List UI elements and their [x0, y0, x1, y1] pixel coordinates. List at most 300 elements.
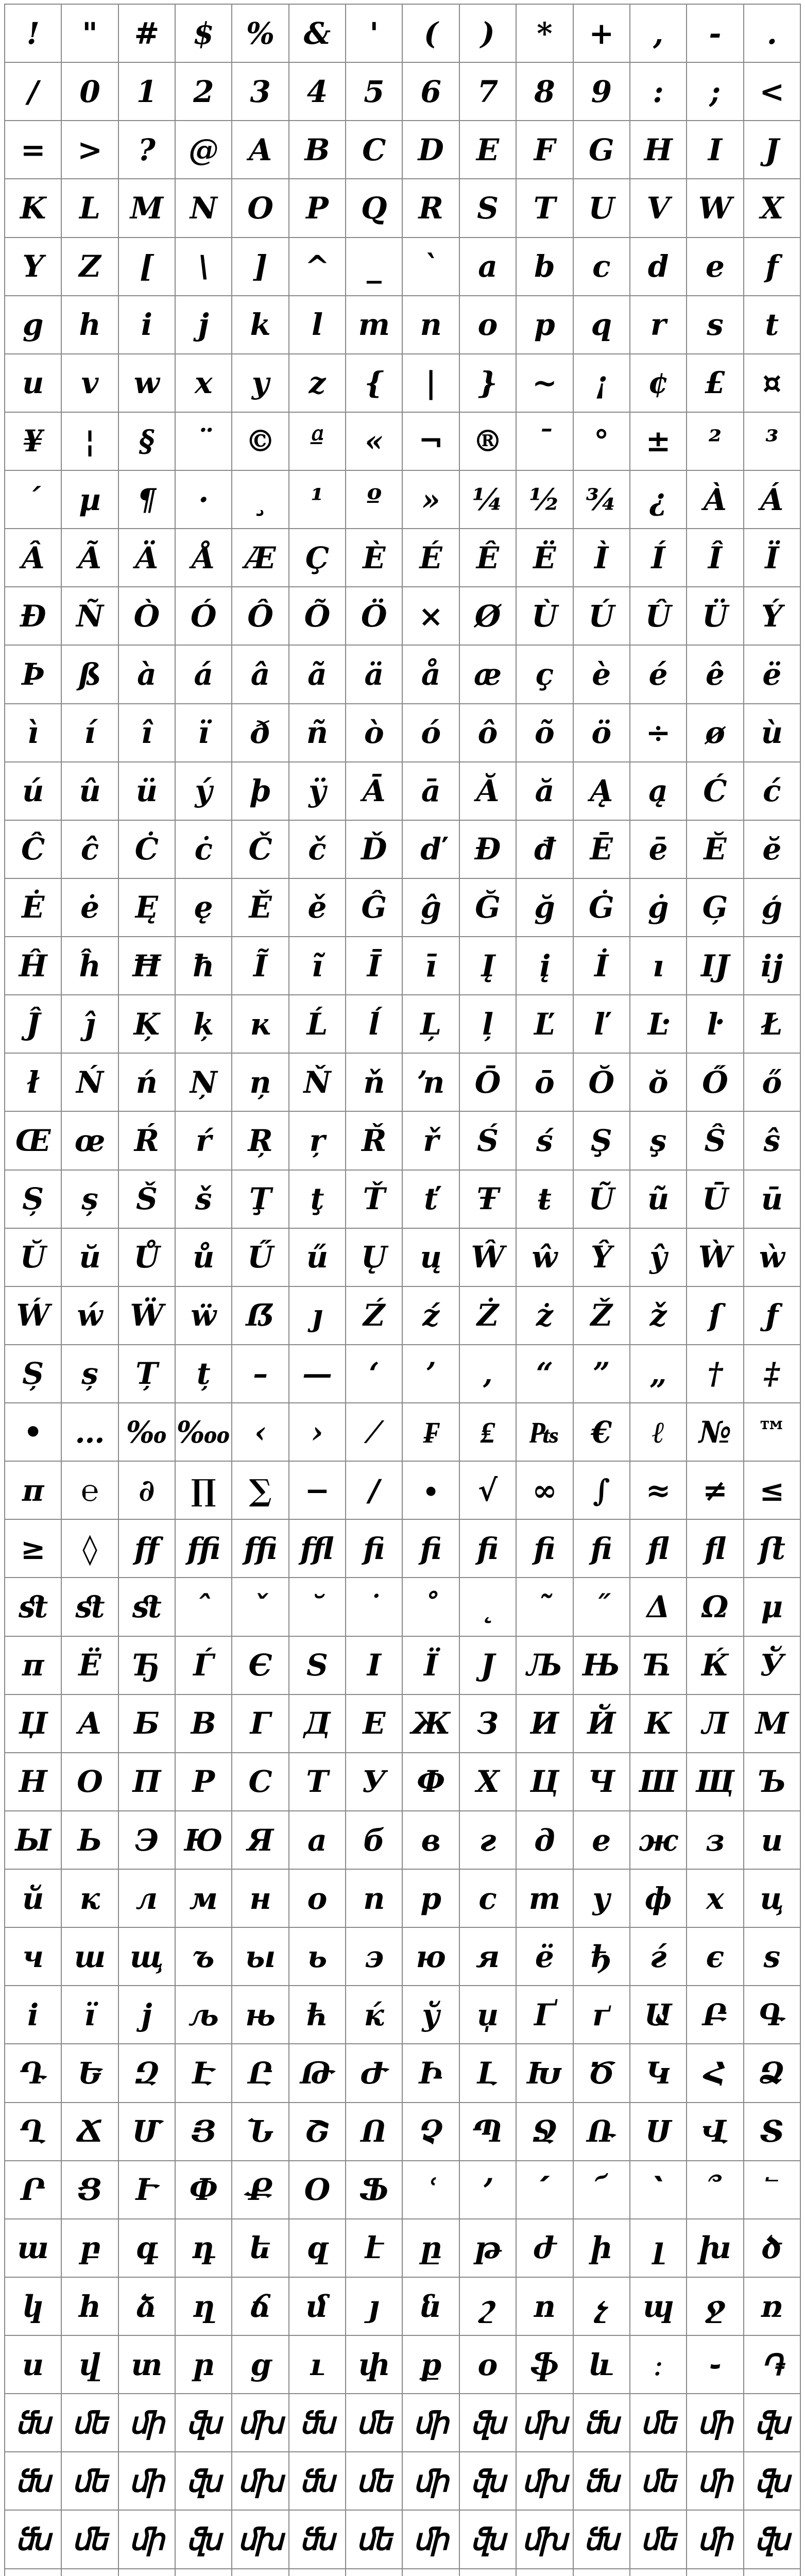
- glyph-cell: ծ: [744, 2219, 801, 2278]
- glyph-cell: μ: [744, 1578, 801, 1636]
- glyph-cell: ў: [403, 1986, 459, 2044]
- glyph-cell: ş: [630, 1112, 687, 1170]
- glyph-cell: R: [403, 179, 459, 238]
- glyph-cell: ª: [289, 413, 346, 471]
- glyph-cell: ÷: [630, 704, 687, 762]
- glyph-cell: k: [232, 296, 289, 354]
- glyph-cell: 9: [574, 63, 630, 121]
- glyph-cell: Փ: [176, 2161, 232, 2219]
- glyph-cell: Š: [119, 1171, 176, 1229]
- glyph-cell: Ŗ: [232, 1112, 289, 1170]
- glyph-cell: ﬕ: [687, 2452, 744, 2511]
- glyph-cell: Ĉ: [5, 821, 62, 879]
- glyph-cell: ﬕ: [119, 2452, 176, 2511]
- glyph-cell: Ž: [574, 1287, 630, 1345]
- glyph-cell: š: [176, 1171, 232, 1229]
- glyph-cell: Ճ: [62, 2103, 118, 2161]
- glyph-cell: ´: [5, 471, 62, 529]
- glyph-cell: Ę: [119, 879, 176, 937]
- glyph-cell: ě: [289, 879, 346, 937]
- glyph-cell: Չ: [403, 2103, 459, 2161]
- glyph-cell: [232, 2569, 289, 2576]
- glyph-cell: Ї: [403, 1637, 459, 1695]
- glyph-cell: M: [119, 179, 176, 238]
- glyph-cell: $: [176, 5, 232, 63]
- glyph-cell: ﬃ: [176, 1520, 232, 1578]
- glyph-cell: x: [176, 354, 232, 413]
- glyph-cell: ë: [744, 646, 801, 704]
- glyph-cell: Ĝ: [346, 879, 403, 937]
- glyph-cell: è: [574, 646, 630, 704]
- glyph-cell: —: [289, 1345, 346, 1403]
- glyph-cell: ×: [403, 587, 459, 646]
- glyph-cell: Ф: [403, 1753, 459, 1811]
- glyph-cell: ķ: [176, 995, 232, 1054]
- glyph-cell: t: [744, 296, 801, 354]
- glyph-cell: ˘: [289, 1578, 346, 1636]
- glyph-cell: û: [62, 762, 118, 821]
- glyph-cell: ‱: [176, 1403, 232, 1462]
- glyph-cell: ձ: [119, 2278, 176, 2336]
- glyph-cell: է: [346, 2219, 403, 2278]
- glyph-cell: º: [346, 471, 403, 529]
- glyph-cell: ™: [744, 1403, 801, 1462]
- glyph-cell: Ů: [119, 1229, 176, 1287]
- glyph-cell: ւ: [289, 2336, 346, 2394]
- glyph-cell: Ч: [574, 1753, 630, 1811]
- glyph-cell: Ģ: [687, 879, 744, 937]
- glyph-cell: n: [403, 296, 459, 354]
- glyph-cell: ¤: [744, 354, 801, 413]
- glyph-cell: և: [574, 2336, 630, 2394]
- glyph-cell: Є: [232, 1637, 289, 1695]
- glyph-cell: ﬖ: [744, 2394, 801, 2452]
- glyph-cell: ſ: [687, 1287, 744, 1345]
- glyph-cell: ĵ: [62, 995, 118, 1054]
- glyph-cell: Ց: [62, 2161, 118, 2219]
- glyph-cell: Õ: [289, 587, 346, 646]
- glyph-cell: €: [574, 1403, 630, 1462]
- glyph-cell: …: [62, 1403, 118, 1462]
- glyph-cell: М: [744, 1695, 801, 1753]
- glyph-cell: ﬓ: [5, 2394, 62, 2452]
- glyph-cell: Ŷ: [574, 1229, 630, 1287]
- glyph-cell: ﬔ: [346, 2452, 403, 2511]
- glyph-cell: ﬃ: [232, 1520, 289, 1578]
- glyph-cell: ż: [517, 1287, 573, 1345]
- glyph-cell: Օ: [289, 2161, 346, 2219]
- glyph-cell: Ќ: [687, 1637, 744, 1695]
- glyph-cell: ;: [687, 63, 744, 121]
- glyph-cell: b: [517, 238, 573, 296]
- glyph-cell: [119, 2569, 176, 2576]
- glyph-cell: ∫: [574, 1462, 630, 1520]
- glyph-cell: Ŧ: [460, 1171, 517, 1229]
- glyph-cell: ): [460, 5, 517, 63]
- glyph-cell: Į: [460, 937, 517, 995]
- glyph-cell: c: [574, 238, 630, 296]
- glyph-cell: ﬔ: [630, 2452, 687, 2511]
- glyph-cell: ◊: [62, 1520, 118, 1578]
- glyph-cell: Џ: [5, 1695, 62, 1753]
- glyph-cell: ё: [517, 1928, 573, 1986]
- glyph-cell: ȷ: [289, 1287, 346, 1345]
- glyph-cell: ń: [119, 1054, 176, 1112]
- glyph-cell: љ: [176, 1986, 232, 2044]
- glyph-cell: ș: [62, 1171, 118, 1229]
- glyph-cell: Ř: [346, 1112, 403, 1170]
- glyph-cell: ': [346, 5, 403, 63]
- glyph-cell: Й: [574, 1695, 630, 1753]
- glyph-cell: ﬂ: [630, 1520, 687, 1578]
- glyph-cell: À: [687, 471, 744, 529]
- glyph-cell: Ր: [5, 2161, 62, 2219]
- glyph-cell: Т: [289, 1753, 346, 1811]
- glyph-cell: ≠: [687, 1462, 744, 1520]
- glyph-cell: K: [5, 179, 62, 238]
- glyph-cell: г: [460, 1811, 517, 1870]
- glyph-cell: Ծ: [574, 2044, 630, 2103]
- glyph-cell: յ: [346, 2278, 403, 2336]
- glyph-cell: ñ: [289, 704, 346, 762]
- glyph-cell: Ѓ: [176, 1637, 232, 1695]
- glyph-cell: ĝ: [403, 879, 459, 937]
- glyph-cell: C: [346, 121, 403, 179]
- glyph-cell: ‹: [232, 1403, 289, 1462]
- glyph-cell: –: [232, 1345, 289, 1403]
- glyph-cell: ĥ: [62, 937, 118, 995]
- glyph-cell: х: [687, 1870, 744, 1928]
- glyph-cell: â: [232, 646, 289, 704]
- glyph-cell: Ŀ: [630, 995, 687, 1054]
- glyph-cell: [289, 2569, 346, 2576]
- glyph-cell: Ż: [460, 1287, 517, 1345]
- glyph-cell: ẅ: [176, 1287, 232, 1345]
- glyph-cell: փ: [346, 2336, 403, 2394]
- glyph-cell: ö: [574, 704, 630, 762]
- glyph-cell: І: [346, 1637, 403, 1695]
- glyph-cell: é: [630, 646, 687, 704]
- glyph-cell: Y: [5, 238, 62, 296]
- glyph-cell: ĕ: [744, 821, 801, 879]
- glyph-cell: “: [517, 1345, 573, 1403]
- glyph-cell: O: [232, 179, 289, 238]
- glyph-cell: É: [403, 529, 459, 587]
- glyph-cell: Ș: [5, 1171, 62, 1229]
- glyph-cell: ֆ: [517, 2336, 573, 2394]
- glyph-cell: ℮: [62, 1462, 118, 1520]
- glyph-cell: հ: [62, 2278, 118, 2336]
- glyph-cell: ẁ: [744, 1229, 801, 1287]
- glyph-cell: ц: [744, 1870, 801, 1928]
- glyph-cell: ա: [5, 2219, 62, 2278]
- glyph-cell: з: [687, 1811, 744, 1870]
- glyph-cell: Э: [119, 1811, 176, 1870]
- glyph-cell: Ղ: [5, 2103, 62, 2161]
- glyph-cell: ¼: [460, 471, 517, 529]
- glyph-cell: ՛: [517, 2161, 573, 2219]
- glyph-cell: T: [517, 179, 573, 238]
- glyph-cell: ﬕ: [403, 2452, 459, 2511]
- glyph-cell: ľ: [574, 995, 630, 1054]
- glyph-cell: l: [289, 296, 346, 354]
- glyph-cell: ≤: [744, 1462, 801, 1520]
- glyph-cell: ﬓ: [574, 2511, 630, 2569]
- glyph-cell: Ձ: [744, 2044, 801, 2103]
- glyph-cell: ﬕ: [687, 2511, 744, 2569]
- glyph-cell: ց: [232, 2336, 289, 2394]
- glyph-cell: ô: [460, 704, 517, 762]
- glyph-cell: ă: [517, 762, 573, 821]
- glyph-cell: ∂: [119, 1462, 176, 1520]
- glyph-cell: Դ: [5, 2044, 62, 2103]
- glyph-cell: π: [5, 1462, 62, 1520]
- glyph-cell: կ: [5, 2278, 62, 2336]
- glyph-cell: ₧: [517, 1403, 573, 1462]
- glyph-cell: N: [176, 179, 232, 238]
- glyph-cell: ä: [346, 646, 403, 704]
- glyph-cell: ﬁ: [460, 1520, 517, 1578]
- glyph-cell: ﬁ: [517, 1520, 573, 1578]
- glyph-cell: д: [517, 1811, 573, 1870]
- glyph-cell: Շ: [289, 2103, 346, 2161]
- glyph-cell: ř: [403, 1112, 459, 1170]
- glyph-cell: Ն: [232, 2103, 289, 2161]
- glyph-cell: Ņ: [176, 1054, 232, 1112]
- glyph-cell: ﬓ: [289, 2394, 346, 2452]
- glyph-cell: Ī: [346, 937, 403, 995]
- glyph-cell: ď: [403, 821, 459, 879]
- glyph-cell: Պ: [460, 2103, 517, 2161]
- glyph-cell: գ: [119, 2219, 176, 2278]
- glyph-cell: л: [119, 1870, 176, 1928]
- glyph-cell: ի: [574, 2219, 630, 2278]
- glyph-cell: ũ: [630, 1171, 687, 1229]
- glyph-cell: ∏: [176, 1462, 232, 1520]
- glyph-cell: ﬗ: [517, 2511, 573, 2569]
- glyph-cell: ź: [403, 1287, 459, 1345]
- glyph-cell: Z: [62, 238, 118, 296]
- glyph-cell: ó: [403, 704, 459, 762]
- glyph-cell: æ: [460, 646, 517, 704]
- glyph-cell: ч: [5, 1928, 62, 1986]
- glyph-cell: È: [346, 529, 403, 587]
- glyph-cell: ф: [630, 1870, 687, 1928]
- glyph-cell: [744, 2569, 801, 2576]
- glyph-cell: տ: [119, 2336, 176, 2394]
- glyph-cell: м: [176, 1870, 232, 1928]
- glyph-cell: ț: [176, 1345, 232, 1403]
- glyph-cell: ﬖ: [744, 2511, 801, 2569]
- glyph-cell: J: [744, 121, 801, 179]
- glyph-cell: ¦: [62, 413, 118, 471]
- glyph-cell: ќ: [346, 1986, 403, 2044]
- glyph-cell: Ť: [346, 1171, 403, 1229]
- glyph-cell: ē: [630, 821, 687, 879]
- glyph-cell: f: [744, 238, 801, 296]
- glyph-cell: ժ: [517, 2219, 573, 2278]
- glyph-cell: Ю: [176, 1811, 232, 1870]
- glyph-cell: թ: [460, 2219, 517, 2278]
- glyph-cell: @: [176, 121, 232, 179]
- glyph-cell: ï: [176, 704, 232, 762]
- glyph-cell: Ñ: [62, 587, 118, 646]
- glyph-cell: ј: [119, 1986, 176, 2044]
- glyph-cell: č: [289, 821, 346, 879]
- glyph-cell: Ý: [744, 587, 801, 646]
- glyph-cell: И: [517, 1695, 573, 1753]
- glyph-cell: Щ: [687, 1753, 744, 1811]
- glyph-cell: ŷ: [630, 1229, 687, 1287]
- glyph-cell: Ս: [630, 2103, 687, 2161]
- glyph-cell: ﬆ: [62, 1578, 118, 1636]
- glyph-cell: ﬖ: [460, 2452, 517, 2511]
- glyph-cell: p: [517, 296, 573, 354]
- glyph-cell: ’: [403, 1345, 459, 1403]
- glyph-cell: օ: [460, 2336, 517, 2394]
- glyph-cell: −: [289, 1462, 346, 1520]
- glyph-cell: ň: [346, 1054, 403, 1112]
- glyph-cell: Յ: [176, 2103, 232, 2161]
- glyph-cell: 3: [232, 63, 289, 121]
- glyph-cell: [: [119, 238, 176, 296]
- glyph-cell: ƒ: [744, 1287, 801, 1345]
- glyph-cell: ﬓ: [574, 2394, 630, 2452]
- glyph-cell: К: [630, 1695, 687, 1753]
- glyph-cell: 7: [460, 63, 517, 121]
- glyph-cell: ©: [232, 413, 289, 471]
- glyph-cell: ˜: [517, 1578, 573, 1636]
- glyph-cell: ¹: [289, 471, 346, 529]
- glyph-cell: т: [517, 1870, 573, 1928]
- glyph-cell: Ă: [460, 762, 517, 821]
- glyph-cell: Þ: [5, 646, 62, 704]
- glyph-cell: ռ: [744, 2278, 801, 2336]
- glyph-cell: a: [460, 238, 517, 296]
- glyph-cell: q: [574, 296, 630, 354]
- glyph-cell: њ: [232, 1986, 289, 2044]
- glyph-cell: Ĺ: [289, 995, 346, 1054]
- glyph-cell: |: [403, 354, 459, 413]
- glyph-cell: Ā: [346, 762, 403, 821]
- glyph-cell: Å: [176, 529, 232, 587]
- glyph-cell: s: [687, 296, 744, 354]
- glyph-cell: Ֆ: [346, 2161, 403, 2219]
- glyph-cell: \: [176, 238, 232, 296]
- glyph-cell: Ì: [574, 529, 630, 587]
- glyph-cell: р: [403, 1870, 459, 1928]
- glyph-cell: ﬖ: [460, 2394, 517, 2452]
- glyph-cell: ь: [289, 1928, 346, 1986]
- glyph-cell: ք: [403, 2336, 459, 2394]
- glyph-cell: ‡: [744, 1345, 801, 1403]
- glyph-cell: &: [289, 5, 346, 63]
- glyph-cell: 0: [62, 63, 118, 121]
- glyph-cell: ý: [176, 762, 232, 821]
- glyph-cell: Զ: [119, 2044, 176, 2103]
- glyph-cell: ţ: [289, 1171, 346, 1229]
- glyph-cell: Ա: [630, 1986, 687, 2044]
- glyph-cell: ¶: [119, 471, 176, 529]
- glyph-cell: ĳ: [744, 937, 801, 995]
- glyph-cell: ѓ: [630, 1928, 687, 1986]
- glyph-cell: ²: [687, 413, 744, 471]
- glyph-cell: :: [630, 63, 687, 121]
- glyph-cell: մ: [289, 2278, 346, 2336]
- glyph-cell: Ï: [744, 529, 801, 587]
- glyph-cell: ՟: [744, 2161, 801, 2219]
- glyph-cell: ž: [630, 1287, 687, 1345]
- glyph-cell: Ë: [517, 529, 573, 587]
- glyph-cell: ģ: [744, 879, 801, 937]
- glyph-cell: ê: [687, 646, 744, 704]
- glyph-cell: =: [5, 121, 62, 179]
- glyph-cell: Ù: [517, 587, 573, 646]
- glyph-cell: Ě: [232, 879, 289, 937]
- glyph-cell: †: [687, 1345, 744, 1403]
- glyph-cell: h: [62, 296, 118, 354]
- glyph-cell: [574, 2569, 630, 2576]
- glyph-cell: ū: [744, 1171, 801, 1229]
- glyph-cell: ō: [517, 1054, 573, 1112]
- glyph-cell: Ű: [232, 1229, 289, 1287]
- glyph-cell: ղ: [176, 2278, 232, 2336]
- glyph-cell: ﬖ: [460, 2511, 517, 2569]
- glyph-cell: Ẁ: [687, 1229, 744, 1287]
- glyph-cell: „: [630, 1345, 687, 1403]
- glyph-cell: ę: [176, 879, 232, 937]
- glyph-cell: ю: [403, 1928, 459, 1986]
- glyph-cell: Ú: [574, 587, 630, 646]
- glyph-cell: Ŵ: [460, 1229, 517, 1287]
- glyph-cell: 8: [517, 63, 573, 121]
- glyph-cell: ђ: [574, 1928, 630, 1986]
- glyph-cell: џ: [460, 1986, 517, 2044]
- glyph-cell: [176, 2569, 232, 2576]
- glyph-cell: ﬕ: [119, 2511, 176, 2569]
- glyph-cell: и: [744, 1811, 801, 1870]
- glyph-cell: ,: [630, 5, 687, 63]
- glyph-cell: լ: [630, 2219, 687, 2278]
- glyph-cell: V: [630, 179, 687, 238]
- glyph-cell: Ц: [517, 1753, 573, 1811]
- glyph-cell: Æ: [232, 529, 289, 587]
- glyph-cell: -: [687, 5, 744, 63]
- glyph-cell: z: [289, 354, 346, 413]
- glyph-cell: 5: [346, 63, 403, 121]
- glyph-cell: ˛: [460, 1578, 517, 1636]
- glyph-cell: ﬗ: [232, 2394, 289, 2452]
- glyph-cell: v: [62, 354, 118, 413]
- glyph-cell: Ä: [119, 529, 176, 587]
- glyph-cell: ŕ: [176, 1112, 232, 1170]
- glyph-cell: ֏: [744, 2336, 801, 2394]
- glyph-cell: Г: [232, 1695, 289, 1753]
- glyph-cell: [346, 2569, 403, 2576]
- glyph-cell: ՜: [574, 2161, 630, 2219]
- glyph-cell: ˇ: [232, 1578, 289, 1636]
- glyph-cell: Ď: [346, 821, 403, 879]
- glyph-cell: ú: [5, 762, 62, 821]
- glyph-cell: Ė: [5, 879, 62, 937]
- glyph-cell: ˝: [574, 1578, 630, 1636]
- glyph-cell: ∙: [403, 1462, 459, 1520]
- glyph-cell: I: [687, 121, 744, 179]
- glyph-cell: *: [517, 5, 573, 63]
- glyph-cell: Á: [744, 471, 801, 529]
- glyph-cell: F: [517, 121, 573, 179]
- glyph-cell: ﬔ: [62, 2452, 118, 2511]
